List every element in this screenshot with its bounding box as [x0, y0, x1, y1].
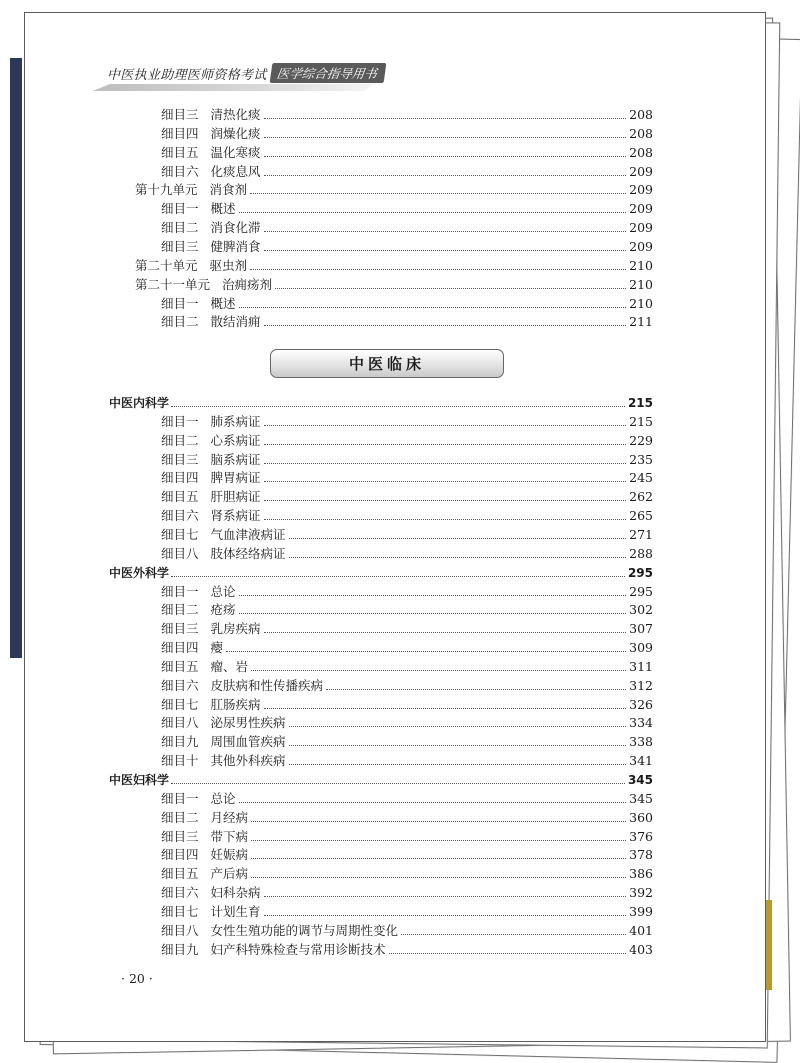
toc-entry-label: 细目一 — [161, 584, 199, 599]
toc-entry-row — [161, 846, 653, 864]
toc-entry-title: 女性生殖功能的调节与周期性变化 — [210, 923, 399, 938]
toc-entry-row — [161, 865, 653, 883]
toc-page-number: 208 — [629, 107, 653, 122]
toc-entry-title: 健脾消食 — [210, 239, 261, 254]
toc-entry-label: 细目三 — [161, 829, 199, 844]
toc-entry-label: 细目六 — [161, 678, 199, 693]
toc-entry-row — [161, 941, 653, 959]
toc-entry-row — [161, 469, 653, 487]
toc-entry-title: 概述 — [210, 201, 236, 216]
toc-entry-title: 疮疡 — [210, 602, 236, 617]
toc-section-row — [109, 771, 653, 789]
book-edge-strip — [766, 900, 772, 990]
toc-page-number: 209 — [629, 182, 653, 197]
toc-entry-title: 散结消痈 — [210, 314, 261, 329]
dot-leader — [250, 181, 626, 194]
toc-page-number: 334 — [629, 715, 653, 730]
toc-entry-title: 瘤、岩 — [210, 659, 249, 674]
dot-leader — [239, 583, 627, 596]
toc-page-number: 210 — [629, 277, 653, 292]
dot-leader — [389, 941, 627, 954]
toc-entry-title: 月经病 — [210, 810, 249, 825]
page-number: · 20 · — [121, 971, 153, 986]
toc-entry-row — [161, 125, 653, 143]
toc-entry-row — [161, 583, 653, 601]
toc-entry-title: 肛肠疾病 — [210, 697, 261, 712]
toc-entry-title: 驱虫剂 — [209, 258, 248, 273]
dot-leader — [239, 295, 627, 308]
toc-entry-title: 妊娠病 — [210, 847, 249, 862]
toc-entry-title: 概述 — [210, 296, 236, 311]
toc-entry-title: 清热化痰 — [210, 107, 261, 122]
dot-leader — [264, 219, 627, 232]
toc-page-number: 295 — [627, 566, 653, 580]
dot-leader — [251, 865, 626, 878]
toc-entry-title: 其他外科疾病 — [210, 753, 286, 768]
dot-leader — [401, 922, 626, 935]
dot-leader — [264, 238, 627, 251]
dot-leader — [289, 714, 627, 727]
dot-leader — [275, 276, 626, 289]
toc-page-number: 262 — [629, 489, 653, 504]
toc-entry-row — [161, 200, 653, 218]
toc-entry-row — [161, 903, 653, 921]
toc-entry-title: 妇科杂病 — [210, 885, 261, 900]
toc-page-number: 210 — [629, 258, 653, 273]
header-tag: 医学综合指导用书 — [269, 63, 386, 83]
toc-entry-row — [161, 219, 653, 237]
toc-entry-row — [161, 295, 653, 313]
toc-page-number: 311 — [629, 659, 653, 674]
toc-page-number: 208 — [629, 145, 653, 160]
toc-entry-row — [161, 790, 653, 808]
toc-entry-label: 细目五 — [161, 866, 199, 881]
toc-entry-label: 细目二 — [161, 314, 199, 329]
toc-entry-row — [161, 828, 653, 846]
toc-page-number: 209 — [629, 164, 653, 179]
toc-page-number: 209 — [629, 239, 653, 254]
toc-page-number: 403 — [629, 942, 653, 957]
dot-leader — [264, 451, 627, 464]
toc-entry-title: 产后病 — [210, 866, 249, 881]
toc-entry-row — [161, 545, 653, 563]
toc-page-number: 345 — [627, 773, 653, 787]
toc-entry-title: 化痰息风 — [210, 164, 261, 179]
toc-page-number: 215 — [629, 414, 653, 429]
dot-leader — [264, 313, 627, 326]
toc-entry-row — [161, 432, 653, 450]
toc-page-number: 215 — [627, 396, 653, 410]
toc-entry-row — [135, 181, 653, 199]
toc-entry-label: 第二十一单元 — [135, 277, 211, 292]
toc-entry-row — [161, 601, 653, 619]
toc-entry-label: 细目四 — [161, 847, 199, 862]
toc-page-number: 312 — [629, 678, 653, 693]
toc-entry-label: 细目五 — [161, 145, 199, 160]
toc-entry-label: 细目三 — [161, 107, 199, 122]
toc-page-number: 235 — [629, 452, 653, 467]
toc-entry-title: 乳房疾病 — [210, 621, 261, 636]
toc-entry-label: 细目三 — [161, 621, 199, 636]
toc-entry-row — [135, 276, 653, 294]
toc-entry-label: 细目一 — [161, 201, 199, 216]
toc-entry-row — [161, 677, 653, 695]
toc-page-number: 271 — [629, 527, 653, 542]
toc-page-number: 345 — [629, 791, 653, 806]
toc-entry-title: 泌尿男性疾病 — [210, 715, 286, 730]
dot-leader — [264, 903, 627, 916]
toc-entry-title: 气血津液病证 — [210, 527, 286, 542]
toc-entry-row — [161, 733, 653, 751]
toc-entry-title: 温化寒痰 — [210, 145, 261, 160]
dot-leader — [264, 469, 627, 482]
toc-page-number: 399 — [629, 904, 653, 919]
toc-page-number: 302 — [629, 602, 653, 617]
toc-entry-row — [161, 106, 653, 124]
toc-entry-row — [161, 752, 653, 770]
toc-entry-title: 脑系病证 — [210, 452, 261, 467]
toc-entry-title: 脾胃病证 — [210, 470, 261, 485]
toc-page-number: 265 — [629, 508, 653, 523]
toc-entry-row — [161, 413, 653, 431]
dot-leader — [264, 884, 627, 897]
toc-entry-label: 细目七 — [161, 527, 199, 542]
toc-entry-row — [161, 313, 653, 331]
toc-entry-label: 第二十单元 — [135, 258, 198, 273]
toc-page-number: 326 — [629, 697, 653, 712]
toc-entry-label: 细目七 — [161, 697, 199, 712]
toc-page-number: 338 — [629, 734, 653, 749]
toc-page-number: 376 — [629, 829, 653, 844]
toc-entry-label: 细目四 — [161, 640, 199, 655]
book-edge-strip — [10, 58, 22, 658]
dot-leader — [289, 526, 627, 539]
toc-entry-title: 心系病证 — [210, 433, 261, 448]
toc-page-number: 392 — [629, 885, 653, 900]
toc-entry-label: 细目九 — [161, 734, 199, 749]
dot-leader — [289, 752, 627, 765]
dot-leader — [264, 488, 627, 501]
toc-page-number: 245 — [629, 470, 653, 485]
toc-entry-title: 肾系病证 — [210, 508, 261, 523]
toc-page-number: 211 — [629, 314, 653, 329]
toc-entry-row — [161, 488, 653, 506]
toc-entry-title: 带下病 — [210, 829, 249, 844]
dot-leader — [251, 828, 626, 841]
toc-entry-label: 细目二 — [161, 810, 199, 825]
toc-entry-label: 细目九 — [161, 942, 199, 957]
dot-leader — [226, 639, 626, 652]
header-title: 中医执业助理医师资格考试 — [107, 67, 267, 83]
dot-leader — [289, 733, 627, 746]
dot-leader — [251, 658, 626, 671]
toc-entry-label: 细目五 — [161, 659, 199, 674]
toc-entry-label: 细目十 — [161, 753, 199, 768]
dot-leader — [171, 564, 625, 577]
dot-leader — [264, 125, 627, 138]
dot-leader — [171, 771, 625, 784]
toc-entry-row — [161, 884, 653, 902]
dot-leader — [264, 432, 627, 445]
toc-entry-title: 总论 — [210, 791, 236, 806]
dot-leader — [264, 696, 627, 709]
dot-leader — [264, 413, 627, 426]
toc-entry-label: 第十九单元 — [135, 182, 198, 197]
toc-entry-label: 细目八 — [161, 715, 199, 730]
toc-entry-row — [161, 696, 653, 714]
toc-entry-title: 总论 — [210, 584, 236, 599]
toc-entry-row — [161, 163, 653, 181]
toc-entry-row — [161, 451, 653, 469]
toc-entry-label: 细目六 — [161, 885, 199, 900]
toc-page-number: 401 — [629, 923, 653, 938]
toc-section-title: 中医内科学 — [109, 396, 170, 410]
toc-entry-label: 细目二 — [161, 433, 199, 448]
toc-page — [24, 12, 766, 1042]
toc-entry-label: 细目五 — [161, 489, 199, 504]
dot-leader — [264, 144, 627, 157]
toc-entry-label: 细目二 — [161, 220, 199, 235]
toc-page-number: 341 — [629, 753, 653, 768]
dot-leader — [171, 394, 625, 407]
toc-entry-title: 周围血管疾病 — [210, 734, 286, 749]
dot-leader — [264, 163, 627, 176]
dot-leader — [264, 620, 627, 633]
toc-entry-title: 肺系病证 — [210, 414, 261, 429]
toc-entry-row — [161, 507, 653, 525]
toc-entry-label: 细目四 — [161, 126, 199, 141]
toc-entry-row — [161, 144, 653, 162]
toc-page-number: 295 — [629, 584, 653, 599]
toc-section-title: 中医妇科学 — [109, 773, 170, 787]
dot-leader — [289, 545, 627, 558]
toc-entry-label: 细目一 — [161, 791, 199, 806]
dot-leader — [250, 257, 626, 270]
toc-entry-title: 妇产科特殊检查与常用诊断技术 — [210, 942, 386, 957]
toc-page-number: 360 — [629, 810, 653, 825]
toc-page-number: 309 — [629, 640, 653, 655]
toc-page-number: 229 — [629, 433, 653, 448]
toc-entry-title: 瘿 — [210, 640, 224, 655]
toc-page-number: 209 — [629, 220, 653, 235]
toc-page-number: 210 — [629, 296, 653, 311]
toc-page-number: 378 — [629, 847, 653, 862]
dot-leader — [239, 790, 627, 803]
toc-entry-title: 润燥化痰 — [210, 126, 261, 141]
toc-entry-row — [161, 922, 653, 940]
toc-entry-label: 细目四 — [161, 470, 199, 485]
toc-entry-row — [161, 639, 653, 657]
dot-leader — [239, 200, 627, 213]
toc-entry-row — [161, 526, 653, 544]
dot-leader — [239, 601, 627, 614]
toc-entry-label: 细目八 — [161, 923, 199, 938]
toc-entry-row — [161, 809, 653, 827]
toc-entry-label: 细目六 — [161, 164, 199, 179]
toc-page-number: 288 — [629, 546, 653, 561]
toc-section-row — [109, 564, 653, 582]
dot-leader — [264, 106, 627, 119]
toc-entry-label: 细目一 — [161, 296, 199, 311]
toc-entry-label: 细目七 — [161, 904, 199, 919]
toc-entry-row — [161, 620, 653, 638]
toc-entry-title: 消食剂 — [209, 182, 248, 197]
toc-entry-row — [135, 257, 653, 275]
toc-section-title: 中医外科学 — [109, 566, 170, 580]
toc-entry-label: 细目三 — [161, 239, 199, 254]
toc-page-number: 209 — [629, 201, 653, 216]
toc-entry-title: 计划生育 — [210, 904, 261, 919]
toc-entry-title: 治痈疡剂 — [222, 277, 273, 292]
toc-entry-label: 细目一 — [161, 414, 199, 429]
toc-entry-title: 皮肤病和性传播疾病 — [210, 678, 324, 693]
dot-leader — [251, 846, 626, 859]
toc-entry-label: 细目八 — [161, 546, 199, 561]
toc-entry-row — [161, 238, 653, 256]
dot-leader — [264, 507, 627, 520]
running-header — [107, 63, 385, 83]
header-decoration — [93, 84, 373, 91]
toc-page-number: 386 — [629, 866, 653, 881]
toc-entry-label: 细目六 — [161, 508, 199, 523]
toc-entry-label: 细目二 — [161, 602, 199, 617]
toc-entry-row — [161, 714, 653, 732]
toc-page-number: 307 — [629, 621, 653, 636]
toc-entry-title: 肢体经络病证 — [210, 546, 286, 561]
toc-page-number: 208 — [629, 126, 653, 141]
section-banner: 中医临床 — [270, 349, 504, 378]
toc-entry-row — [161, 658, 653, 676]
toc-entry-title: 消食化滞 — [210, 220, 261, 235]
toc-entry-title: 肝胆病证 — [210, 489, 261, 504]
dot-leader — [251, 809, 626, 822]
toc-section-row — [109, 394, 653, 412]
dot-leader — [326, 677, 626, 690]
toc-entry-label: 细目三 — [161, 452, 199, 467]
